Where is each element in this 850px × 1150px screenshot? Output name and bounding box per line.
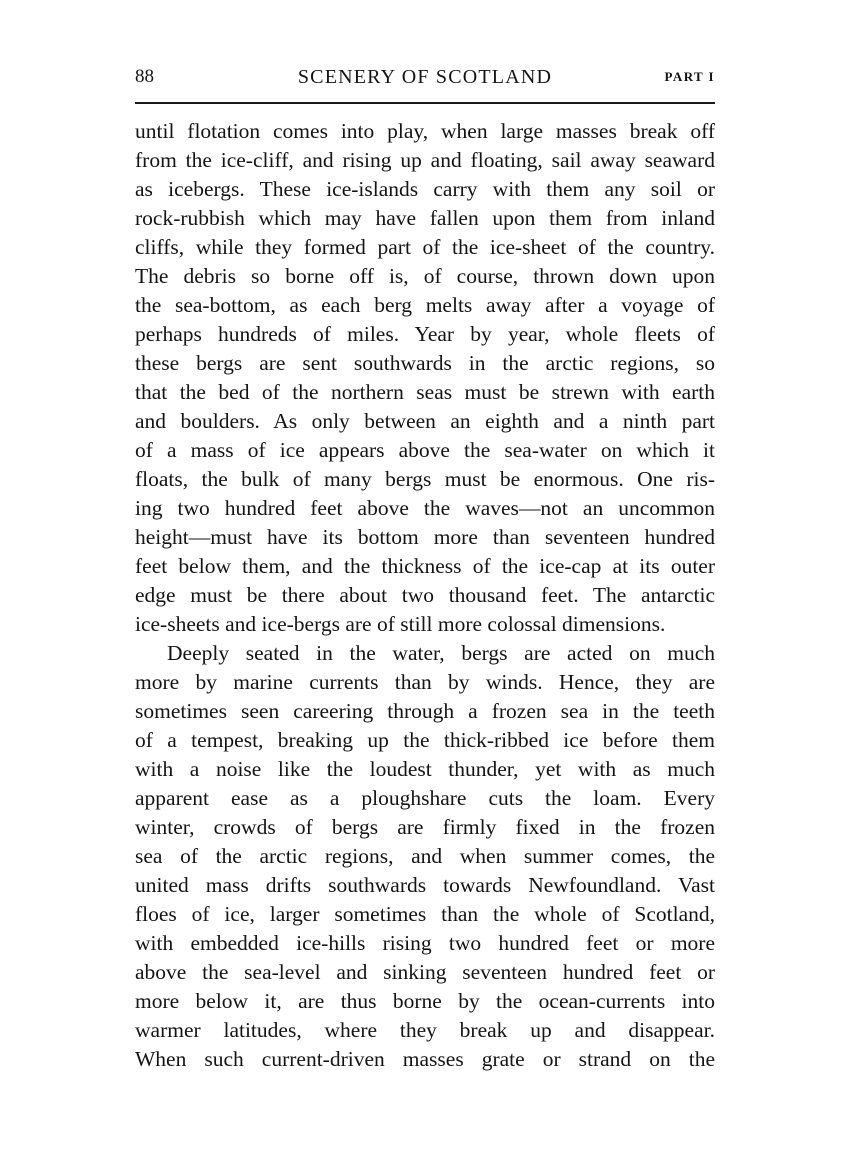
text-line: of a mass of ice appears above the sea-water on which it xyxy=(135,438,715,462)
text-line: rock-rubbish which may have fallen upon them from inland xyxy=(135,206,715,230)
running-head xyxy=(135,62,715,92)
text-line: The debris so borne off is, of course, thrown down upon xyxy=(135,264,715,288)
text-line: edge must be there about two thousand feet. The antarctic xyxy=(135,583,715,607)
text-line: above the sea-level and sinking seventeen hundred feet or xyxy=(135,960,715,984)
text-line: and boulders. As only between an eighth and a ninth part xyxy=(135,409,715,433)
text-line: more by marine currents than by winds. Hence, they are xyxy=(135,670,715,694)
text-line: apparent ease as a ploughshare cuts the loam. Every xyxy=(135,786,715,810)
text-line: ing two hundred feet above the waves—not an uncommon xyxy=(135,496,715,520)
text-line: winter, crowds of bergs are firmly fixed in the frozen xyxy=(135,815,715,839)
text-line: until flotation comes into play, when large masses break off xyxy=(135,119,715,143)
text-line: that the bed of the northern seas must be strewn with earth xyxy=(135,380,715,404)
paragraph xyxy=(135,117,715,639)
text-line: sea of the arctic regions, and when summer comes, the xyxy=(135,844,715,868)
text-line: the sea-bottom, as each berg melts away after a voyage of xyxy=(135,293,715,317)
text-line: When such current-driven masses grate or strand on the xyxy=(135,1047,715,1071)
text-line: more below it, are thus borne by the ocean-currents into xyxy=(135,989,715,1013)
body-text xyxy=(135,117,715,1074)
running-title: SCENERY OF SCOTLAND xyxy=(297,66,553,88)
text-line: height—must have its bottom more than seventeen hundred xyxy=(135,525,715,549)
page-number: 88 xyxy=(135,66,154,87)
text-line: floes of ice, larger sometimes than the whole of Scotland, xyxy=(135,902,715,926)
text-line: sometimes seen careering through a frozen sea in the teeth xyxy=(135,699,715,723)
text-line: from the ice-cliff, and rising up and floating, sail away seaward xyxy=(135,148,715,172)
paragraph xyxy=(135,639,715,1074)
text-line: ice-sheets and ice-bergs are of still more colossal dimensions. xyxy=(135,612,666,636)
text-line: perhaps hundreds of miles. Year by year, whole fleets of xyxy=(135,322,715,346)
text-line: Deeply seated in the water, bergs are acted on much xyxy=(167,641,715,665)
text-line: united mass drifts southwards towards Newfoundland. Vast xyxy=(135,873,715,897)
text-line: with embedded ice-hills rising two hundred feet or more xyxy=(135,931,715,955)
text-line: cliffs, while they formed part of the ice-sheet of the country. xyxy=(135,235,715,259)
text-line: of a tempest, breaking up the thick-ribbed ice before them xyxy=(135,728,715,752)
text-line: feet below them, and the thickness of the ice-cap at its outer xyxy=(135,554,715,578)
text-line: with a noise like the loudest thunder, yet with as much xyxy=(135,757,715,781)
part-label: PART I xyxy=(664,69,715,84)
text-line: floats, the bulk of many bergs must be enormous. One ris- xyxy=(135,467,715,491)
text-line: as icebergs. These ice-islands carry with them any soil or xyxy=(135,177,715,201)
text-line: these bergs are sent southwards in the arctic regions, so xyxy=(135,351,715,375)
header-rule xyxy=(135,102,715,104)
text-line: warmer latitudes, where they break up and disappear. xyxy=(135,1018,715,1042)
